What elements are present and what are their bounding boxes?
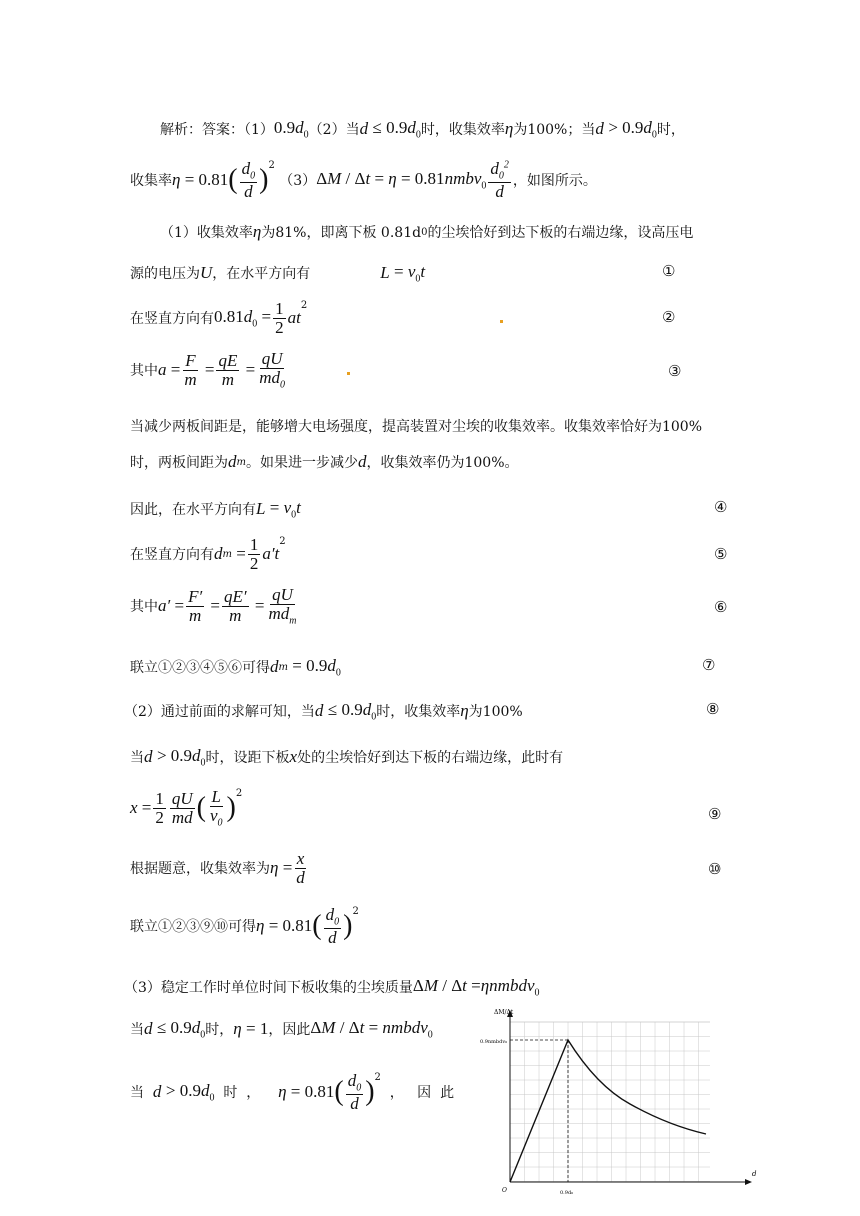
text: 为100% bbox=[468, 704, 523, 721]
text: 根据题意，收集效率为 bbox=[130, 861, 270, 878]
text: 当 bbox=[130, 750, 144, 767]
text: 源的电压为 bbox=[130, 266, 200, 283]
text: 。如果进一步减少 bbox=[245, 455, 358, 471]
paragraph-line-20: 当 d > $0.9d_0$ 时 ， η = 0.81 ( $\frac{d_0}{d}$ ) $^2$ ， 因 此 bbox=[130, 1071, 455, 1113]
paragraph-line-5: 在竖直方向有 $0.81d_0$ = $\frac{1}{2}$ at $^2$ bbox=[130, 299, 308, 337]
paragraph-line-13: （2）通过前面的求解可知，当 d ≤ $0.9d_0$ 时，收集效率 η 为100% bbox=[124, 700, 523, 723]
answer-line-1: 解析：答案：（1） $0.9d_0$ （2）当 d ≤ $0.9d_0$ 时，收集效率 η 为100%；当 d > $0.9d_0$ 时， bbox=[160, 118, 685, 141]
eq-number: ④ bbox=[714, 498, 728, 516]
marker-dot bbox=[500, 320, 503, 323]
text: 时 bbox=[223, 1085, 238, 1102]
text: 解析：答案：（1） bbox=[160, 122, 274, 139]
eq-number: ⑨ bbox=[708, 805, 722, 823]
eq-number: ⑧ bbox=[706, 700, 720, 718]
collection-rate-graph bbox=[480, 1006, 770, 1206]
paragraph-line-16: 根据题意，收集效率为 η = $\frac{x}{d}$ bbox=[130, 849, 305, 887]
answer-line-2: 收集率 η = 0.81 ( $\frac{d_0}{d}$ ) $^2$ （3） ΔM / Δt = η = 0.81nmbv$_0$ $\frac{d_0^2}{d}$ ，如图所示。 bbox=[130, 159, 597, 201]
marker-dot bbox=[347, 372, 350, 375]
eq-number: ⑥ bbox=[714, 598, 728, 616]
eq-number: ① bbox=[662, 262, 676, 280]
paragraph-line-14: 当 d > $0.9d_0$ 时，设距下板 x 处的尘埃恰好到达下板的右端边缘，此时有 bbox=[130, 746, 564, 769]
paragraph-line-18: （3）稳定工作时单位时间下板收集的尘埃质量 ΔM / Δt =ηnmbdv$_0$ bbox=[124, 976, 540, 999]
eq-number: ② bbox=[662, 308, 676, 326]
equation-line-15: x = $\frac{1}{2}$ $\frac{qU}{md}$ ( $\frac{L}{v_0}$ ) $^2$ bbox=[130, 787, 243, 829]
text: 时，设距下板 bbox=[205, 750, 290, 767]
text: 处的尘埃恰好到达下板的右端边缘，此时有 bbox=[297, 750, 564, 767]
paragraph-line-8: 时，两板间距为 d m 。如果进一步减少 d ，收集效率仍为100%。 bbox=[130, 452, 519, 471]
text: （2）通过前面的求解可知，当 bbox=[124, 704, 315, 721]
text: ，因此 bbox=[268, 1022, 311, 1039]
text: （3） bbox=[279, 173, 317, 190]
peak-label: 0.9nmbdv₀ bbox=[480, 1039, 508, 1045]
eq-number: ⑤ bbox=[714, 545, 728, 563]
text: ， bbox=[389, 1085, 404, 1102]
text: 为81%，即离下板 0.81d bbox=[261, 225, 422, 241]
paragraph-line-4: 源的电压为 U ，在水平方向有 L = $v_0t$ bbox=[130, 262, 426, 285]
text: 收集率 bbox=[130, 173, 172, 190]
paragraph-line-7 bbox=[130, 416, 702, 436]
paragraph-line-9: 因此，在水平方向有 L = $v_0t$ bbox=[130, 498, 301, 521]
text: 其中 bbox=[130, 363, 158, 380]
paragraph-line-6: 其中 a = $\frac{F}{m}$ = $\frac{qE}{m}$ = $\frac{qU}{md_0}$ bbox=[130, 349, 285, 391]
paragraph-line-3: （1）收集效率 η 为81%，即离下板 0.81d 0 的尘埃恰好到达下板的右端边缘，设高压电 bbox=[160, 222, 694, 241]
origin-label: O bbox=[502, 1187, 507, 1194]
text: 的尘埃恰好到达下板的右端边缘，设高压电 bbox=[427, 225, 694, 241]
text: 联立①②③⑨⑩可得 bbox=[130, 919, 256, 936]
eq-number: ③ bbox=[668, 362, 682, 380]
paragraph-line-19: 当 d ≤ $0.9d_0$ 时， η = 1 ，因此 ΔM / Δt = nmbdv$_0$ bbox=[130, 1018, 433, 1041]
paragraph-line-11: 其中 a′ = $\frac{F'}{m}$ = $\frac{qE'}{m}$ = $\frac{qU}{md_m}$ bbox=[130, 585, 297, 627]
eq-number: ⑩ bbox=[708, 860, 722, 878]
paragraph-line-17: 联立①②③⑨⑩可得 η = 0.81 ( $\frac{d_0}{d}$ ) $^2$ bbox=[130, 905, 359, 947]
text: 在竖直方向有 bbox=[130, 547, 214, 564]
text: 时， bbox=[656, 122, 685, 139]
paragraph-line-12: 联立①②③④⑤⑥可得 d m = $0.9d_0$ bbox=[130, 656, 341, 679]
x-tick-label: 0.9d₀ bbox=[560, 1190, 574, 1196]
text: 为100%；当 bbox=[513, 122, 596, 139]
text: 时， bbox=[205, 1022, 234, 1039]
text: （3）稳定工作时单位时间下板收集的尘埃质量 bbox=[124, 980, 413, 997]
graph-curve bbox=[510, 1040, 706, 1182]
text: 在竖直方向有 bbox=[130, 311, 214, 328]
y-axis-label: ΔM/Δt bbox=[494, 1009, 514, 1016]
text: 此 bbox=[440, 1085, 455, 1102]
text: ， bbox=[246, 1085, 261, 1102]
text: 时，收集效率 bbox=[376, 704, 461, 721]
text: ，收集效率仍为100%。 bbox=[366, 455, 519, 471]
text: 因此，在水平方向有 bbox=[130, 502, 256, 519]
text: （2）当 bbox=[308, 122, 360, 139]
eq-number: ⑦ bbox=[702, 656, 716, 674]
text: 当 bbox=[130, 1085, 144, 1102]
text: 时，两板间距为 bbox=[130, 455, 228, 471]
paragraph-line-10: 在竖直方向有 d m = $\frac{1}{2}$ a′t $^2$ bbox=[130, 535, 286, 573]
text: 当减少两板间距是，能够增大电场强度，提高装置对尘埃的收集效率。收集效率恰好为100% bbox=[130, 419, 703, 435]
text: 因 bbox=[417, 1085, 432, 1102]
text: 时，收集效率 bbox=[420, 122, 505, 139]
text: 联立①②③④⑤⑥可得 bbox=[130, 660, 270, 677]
text: 当 bbox=[130, 1022, 144, 1039]
text: （1）收集效率 bbox=[160, 225, 253, 241]
text: 其中 bbox=[130, 599, 158, 616]
text: ，如图所示。 bbox=[512, 173, 597, 190]
x-axis-arrow bbox=[745, 1179, 752, 1185]
x-axis-label: d bbox=[752, 1170, 757, 1178]
text: ，在水平方向有 bbox=[212, 266, 311, 283]
